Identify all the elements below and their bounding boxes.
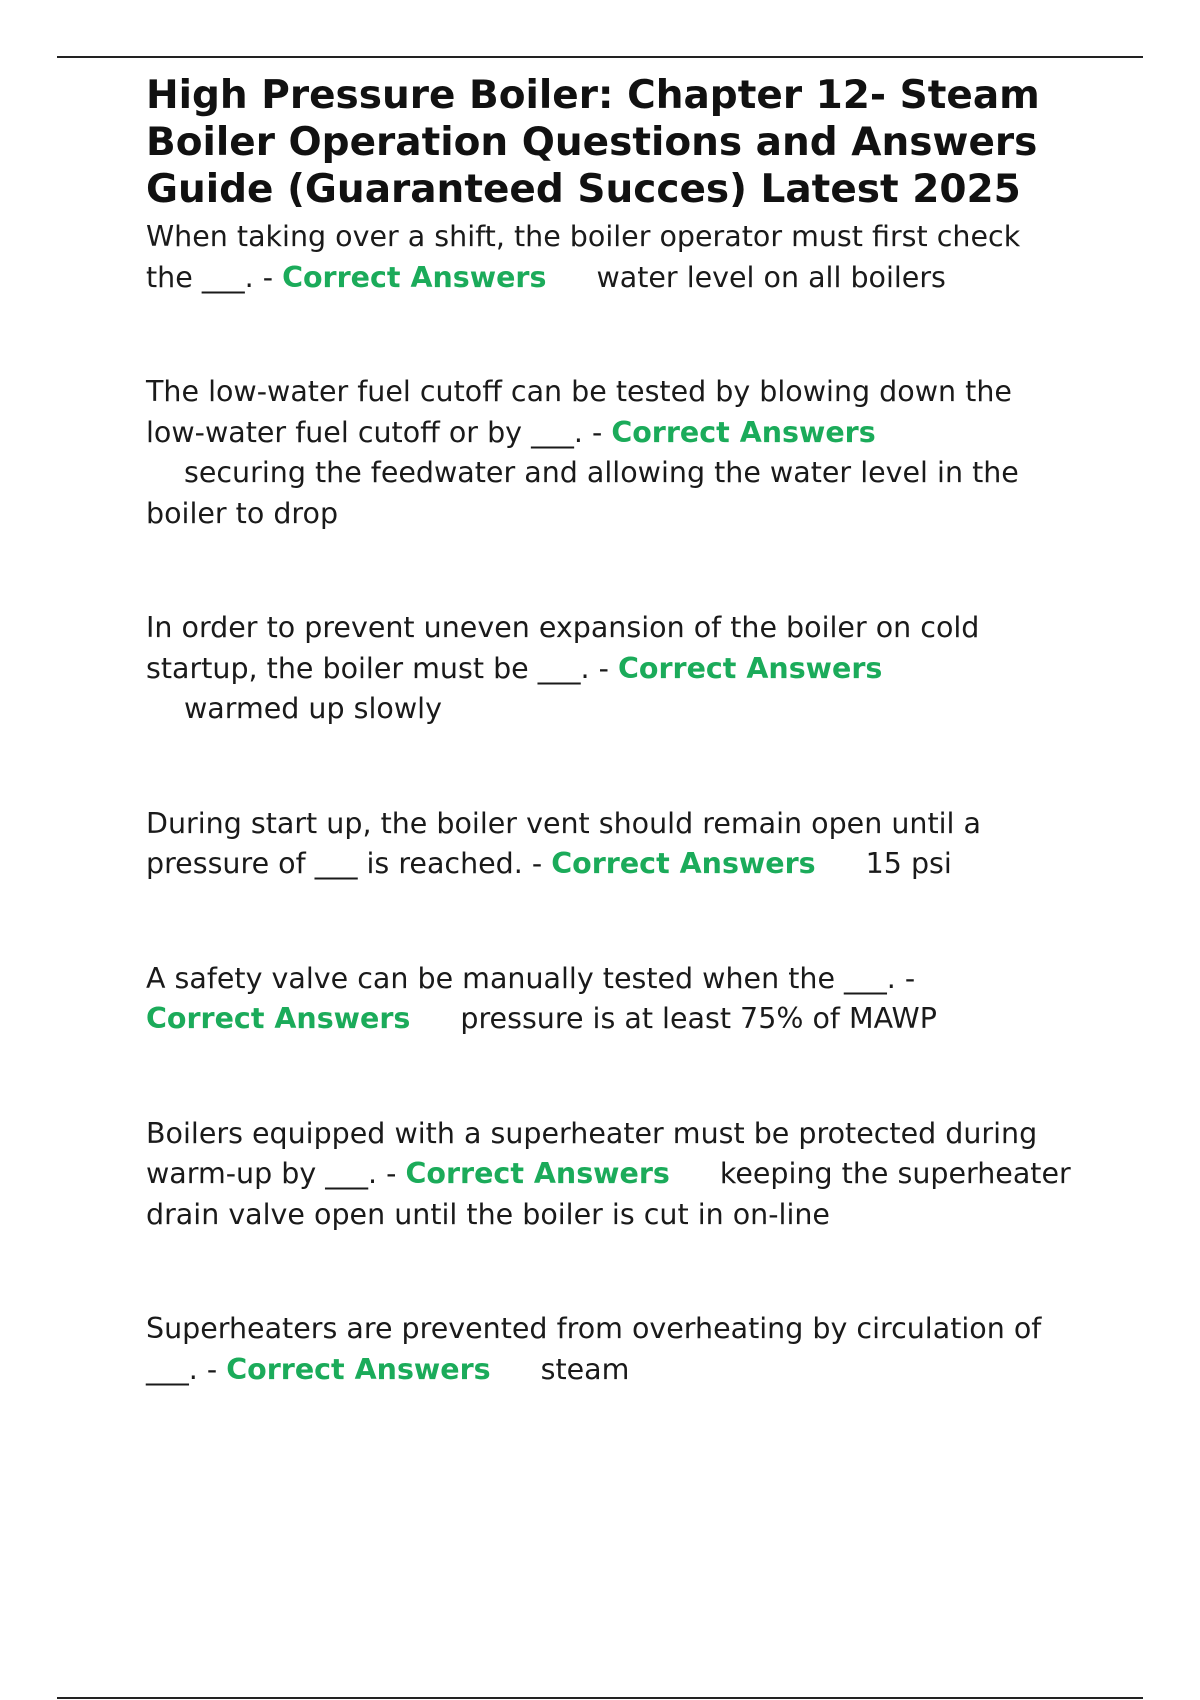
qa-item xyxy=(146,217,1076,298)
separator: . - xyxy=(368,1157,406,1190)
correct-answers-label: Correct Answers xyxy=(551,847,816,880)
answer-text: securing the feedwater and allowing the water level in the boiler to drop xyxy=(146,456,1019,530)
bottom-rule xyxy=(57,1697,1143,1699)
qa-item xyxy=(146,372,1076,534)
question-text: Superheaters are prevented from overheating by circulation of ___ xyxy=(146,1312,1042,1386)
question-text: During start up, the boiler vent should remain open until a pressure of ___ is reached xyxy=(146,806,981,880)
answer-text: keeping the superheater drain valve open until the boiler is cut in on-line xyxy=(146,1157,1071,1231)
separator: . - xyxy=(513,847,552,880)
separator: . - xyxy=(188,1352,227,1386)
correct-answers-label: Correct Answers xyxy=(611,415,876,449)
correct-answers-label: Correct Answers xyxy=(282,260,547,294)
document-body xyxy=(146,72,1076,1390)
qa-item xyxy=(146,1114,1076,1236)
separator: . - xyxy=(573,415,612,449)
answer-text: 15 psi xyxy=(865,847,952,880)
question-text: Boilers equipped with a superheater must be protected during warm-up by ___ xyxy=(146,1116,1038,1190)
separator: . - xyxy=(244,260,283,294)
question-text: When taking over a shift, the boiler operator must first check the ___ xyxy=(146,220,1021,294)
separator: . - xyxy=(886,961,925,995)
question-text: A safety valve can be manually tested when the ___ xyxy=(146,961,887,995)
question-text: The low-water fuel cutoff can be tested by blowing down the low-water fuel cutoff or by ___ xyxy=(146,375,1012,449)
correct-answers-label: Correct Answers xyxy=(405,1157,670,1190)
separator: . - xyxy=(580,651,618,685)
qa-item xyxy=(146,1309,1076,1390)
qa-item xyxy=(146,608,1076,730)
answer-text: warmed up slowly xyxy=(184,692,442,725)
qa-item xyxy=(146,804,1076,885)
answer-text: water level on all boilers xyxy=(596,260,946,294)
correct-answers-label: Correct Answers xyxy=(617,651,883,685)
qa-item xyxy=(146,959,1076,1040)
answer-text: pressure is at least 75% of MAWP xyxy=(460,1002,937,1035)
top-rule xyxy=(57,56,1143,58)
correct-answers-label: Correct Answers xyxy=(226,1352,491,1386)
question-text: In order to prevent uneven expansion of the boiler on cold startup, the boiler must be ___ xyxy=(146,611,980,685)
answer-text: steam xyxy=(540,1352,630,1386)
document-title: High Pressure Boiler: Chapter 12- Steam Boiler Operation Questions and Answers Guide (Guaranteed Succes) Latest 2025 xyxy=(146,73,1040,212)
correct-answers-label: Correct Answers xyxy=(146,1002,411,1035)
